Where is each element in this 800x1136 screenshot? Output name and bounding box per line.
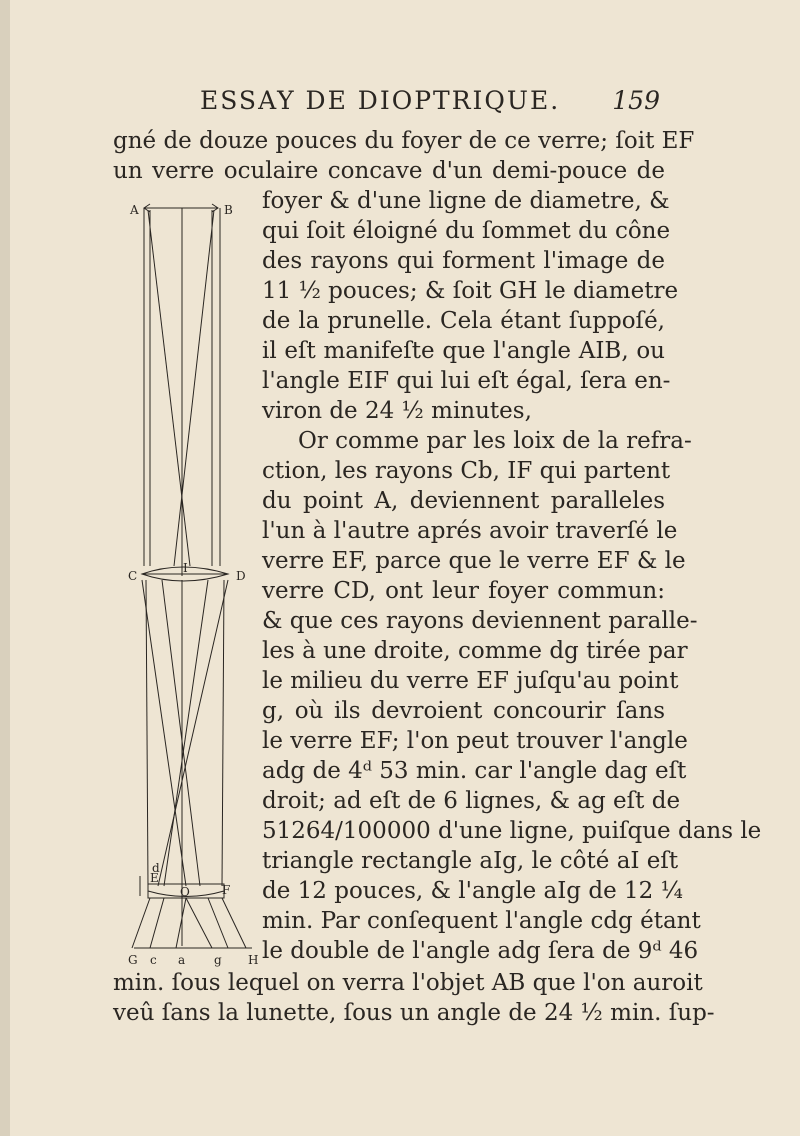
text-line: triangle rectangle aIg, le côté aI eſt [262,848,679,874]
text-line: qui ſoit éloigné du ſommet du cône [262,218,671,244]
text-line: foyer & d'une ligne de diametre, & [262,188,670,214]
text-line: un verre oculaire concave d'un demi-pouce de [113,158,665,184]
text-line: le milieu du verre EF juſqu'au point [262,668,679,694]
label-O: O [180,885,190,899]
text-line: l'un à l'autre aprés avoir traverſé le [262,518,678,544]
text-line: les à une droite, comme dg tirée par [262,638,688,664]
diagram-svg [128,196,263,976]
label-I: I [183,561,188,575]
text-line: de 12 pouces, & l'angle aIg de 12 ¼ [262,878,683,904]
label-B: B [224,203,233,217]
text-line: de la prunelle. Cela étant ſuppoſé, [262,308,665,334]
label-F: F [222,883,231,897]
label-a: a [178,953,186,967]
label-E: E [150,871,159,885]
text-line: min. Par conſequent l'angle cdg étant [262,908,701,934]
running-title: ESSAY DE DIOPTRIQUE. [200,86,561,115]
text-line: il eſt manifeſte que l'angle AIB, ou [262,338,665,364]
page-edge-shadow [0,0,10,1136]
text-line: gné de douze pouces du foyer de ce verre; ſoit EF [113,128,695,154]
text-line: min. ſous lequel on verra l'objet AB que l'on auroit [113,970,703,996]
text-line: des rayons qui forment l'image de [262,248,665,274]
label-d: d [152,861,160,875]
text-line: le verre EF; l'on peut trouver l'angle [262,728,688,754]
text-line: ction, les rayons Cb, IF qui partent [262,458,671,484]
text-line: g, où ils devroient concourir ſans [262,698,665,724]
text-line: Or comme par les loix de la refra- [298,428,692,454]
text-line: verre CD, ont leur foyer commun: [262,578,665,604]
text-line: droit; ad eſt de 6 lignes, & ag eſt de [262,788,681,814]
page-number: 159 [612,86,660,115]
label-g: g [214,953,222,967]
text-line: verre EF, parce que le verre EF & le [262,548,686,574]
label-G: G [128,953,138,967]
text-line: veû ſans la lunette, ſous un angle de 24 ½ min. ſup- [113,1000,715,1026]
text-line: l'angle EIF qui lui eſt égal, ſera en- [262,368,671,394]
label-c: c [150,953,157,967]
text-line: du point A, deviennent paralleles [262,488,665,514]
label-D: D [236,569,246,583]
text-line: & que ces rayons deviennent paralle- [262,608,698,634]
label-H: H [248,953,259,967]
text-line: le double de l'angle adg ſera de 9ᵈ 46 [262,938,699,964]
text-line: adg de 4ᵈ 53 min. car l'angle dag eſt [262,758,687,784]
label-C: C [128,569,138,583]
running-head [200,86,660,116]
text-line: 51264/100000 d'une ligne, puiſque dans le [262,818,762,844]
text-line: 11 ½ pouces; & ſoit GH le diametre [262,278,679,304]
label-A: A [130,203,139,217]
text-line: viron de 24 ½ minutes, [262,398,532,424]
telescope-ray-diagram [128,196,263,976]
